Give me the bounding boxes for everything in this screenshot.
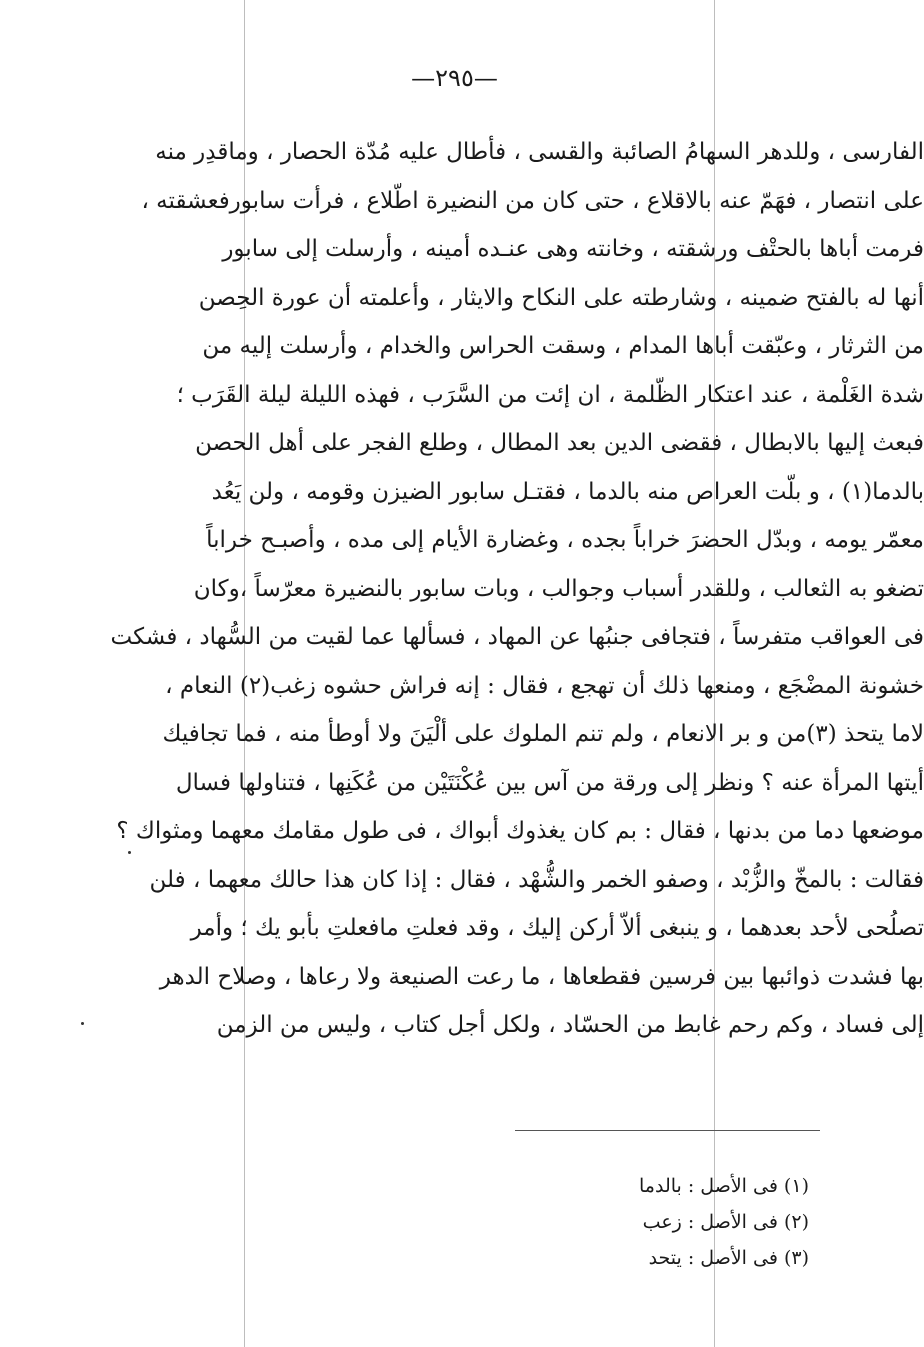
scan-speck [81,1022,84,1025]
footnote-divider [515,1130,820,1131]
text-line: فبعث إليها بالابطال ، فقضى الدين بعد المطال ، وطلع الفجر على أهل الحصن [195,430,924,456]
text-line: لاما يتحذ (٣)من و بر الانعام ، ولم تنم الملوك على ألْيَنَ ولا أوطأ منه ، فما تجافيك [162,721,924,747]
text-line: إلى فساد ، وكم رحم غابط من الحسّاد ، ولكل أجل كتاب ، وليس من الزمن [216,1012,924,1038]
text-line: بالدما(١) ، و بلّت العراص منه بالدما ، فقتـل سابور الضيزن وقومه ، ولن يَعُد [211,478,924,505]
text-line: تصلُحى لأحد بعدهما ، و ينبغى ألاّ أركن إليك ، وقد فعلتِ مافعلتِ بأبو يك ؛ وأمر [190,915,924,941]
text-line: فى العواقب متفرساً ، فتجافى جنبُها عن المهاد ، فسألها عما لقيت من السُّهاد ، فشكت [110,624,924,650]
text-line: شدة الغَلْمة ، عند اعتكار الظّلمة ، ان إئت من السَّرَب ، فهذه الليلة ليلة القَرَب ؛ [176,381,924,408]
text-line: موضعها دما من بدنها ، فقال : بم كان يغذوك أبواك ، فى طول مقامك معهما ومثواك ؟ [116,818,924,844]
footnote: (٢) فى الأصل : زعب [642,1211,809,1233]
scan-speck [128,851,131,854]
text-line: أنها له بالفتح ضمينه ، وشارطته على النكاح والايثار ، وأعلمته أن عورة الحِصن [198,284,924,311]
text-line: من الثرثار ، وعبّقت أباها المدام ، وسقت الحراس والخدام ، وأرسلت إليه من [202,333,924,359]
body-text [110,128,924,1050]
text-line: فقالت : بالمخّ والزُّبْد ، وصفو الخمر والشُّهْد ، فقال : إذا كان هذا حالك معهما ، فلن [149,866,924,893]
text-line: خشونة المضْجَع ، ومنعها ذلك أن تهجع ، فقال : إنه فراش حشوه زغب(٢) النعام ، [165,672,924,699]
page-number: —٢٩٥— [411,64,498,92]
footnote: (٣) فى الأصل : يتحد [648,1247,809,1269]
text-line: بها فشدت ذوائبها بين فرسين فقطعاها ، ما رعت الصنيعة ولا رعاها ، وصلاح الدهر [159,963,924,990]
footnotes [639,1168,809,1276]
footnote: (١) فى الأصل : بالدما [639,1175,809,1197]
text-line: معمّر يومه ، وبدّل الحضرَ خراباً بجده ، وغضارة الأيام إلى مده ، وأصبـح خراباً [206,527,924,553]
text-line: تضغو به الثعالب ، وللقدر أسباب وجوالب ، وبات سابور بالنضيرة معرّساً ،وكان [193,575,924,602]
text-line: على انتصار ، فهَمّ عنه بالاقلاع ، حتى كان من النضيرة اطّلاع ، فرأت سابورفعشقته ، [141,187,924,214]
text-line: أيتها المرأة عنه ؟ ونظر إلى ورقة من آس بين عُكْنَتَيْن من عُكَنِها ، فتناولها فسال [175,769,924,796]
text-line: الفارسى ، وللدهر السهامُ الصائبة والقسى ، فأطال عليه مُدّة الحصار ، وماقدِر منه [155,139,924,165]
text-line: فرمت أباها بالحتْف ورشقته ، وخانته وهى عنـده أمينه ، وأرسلت إلى سابور [222,236,924,262]
